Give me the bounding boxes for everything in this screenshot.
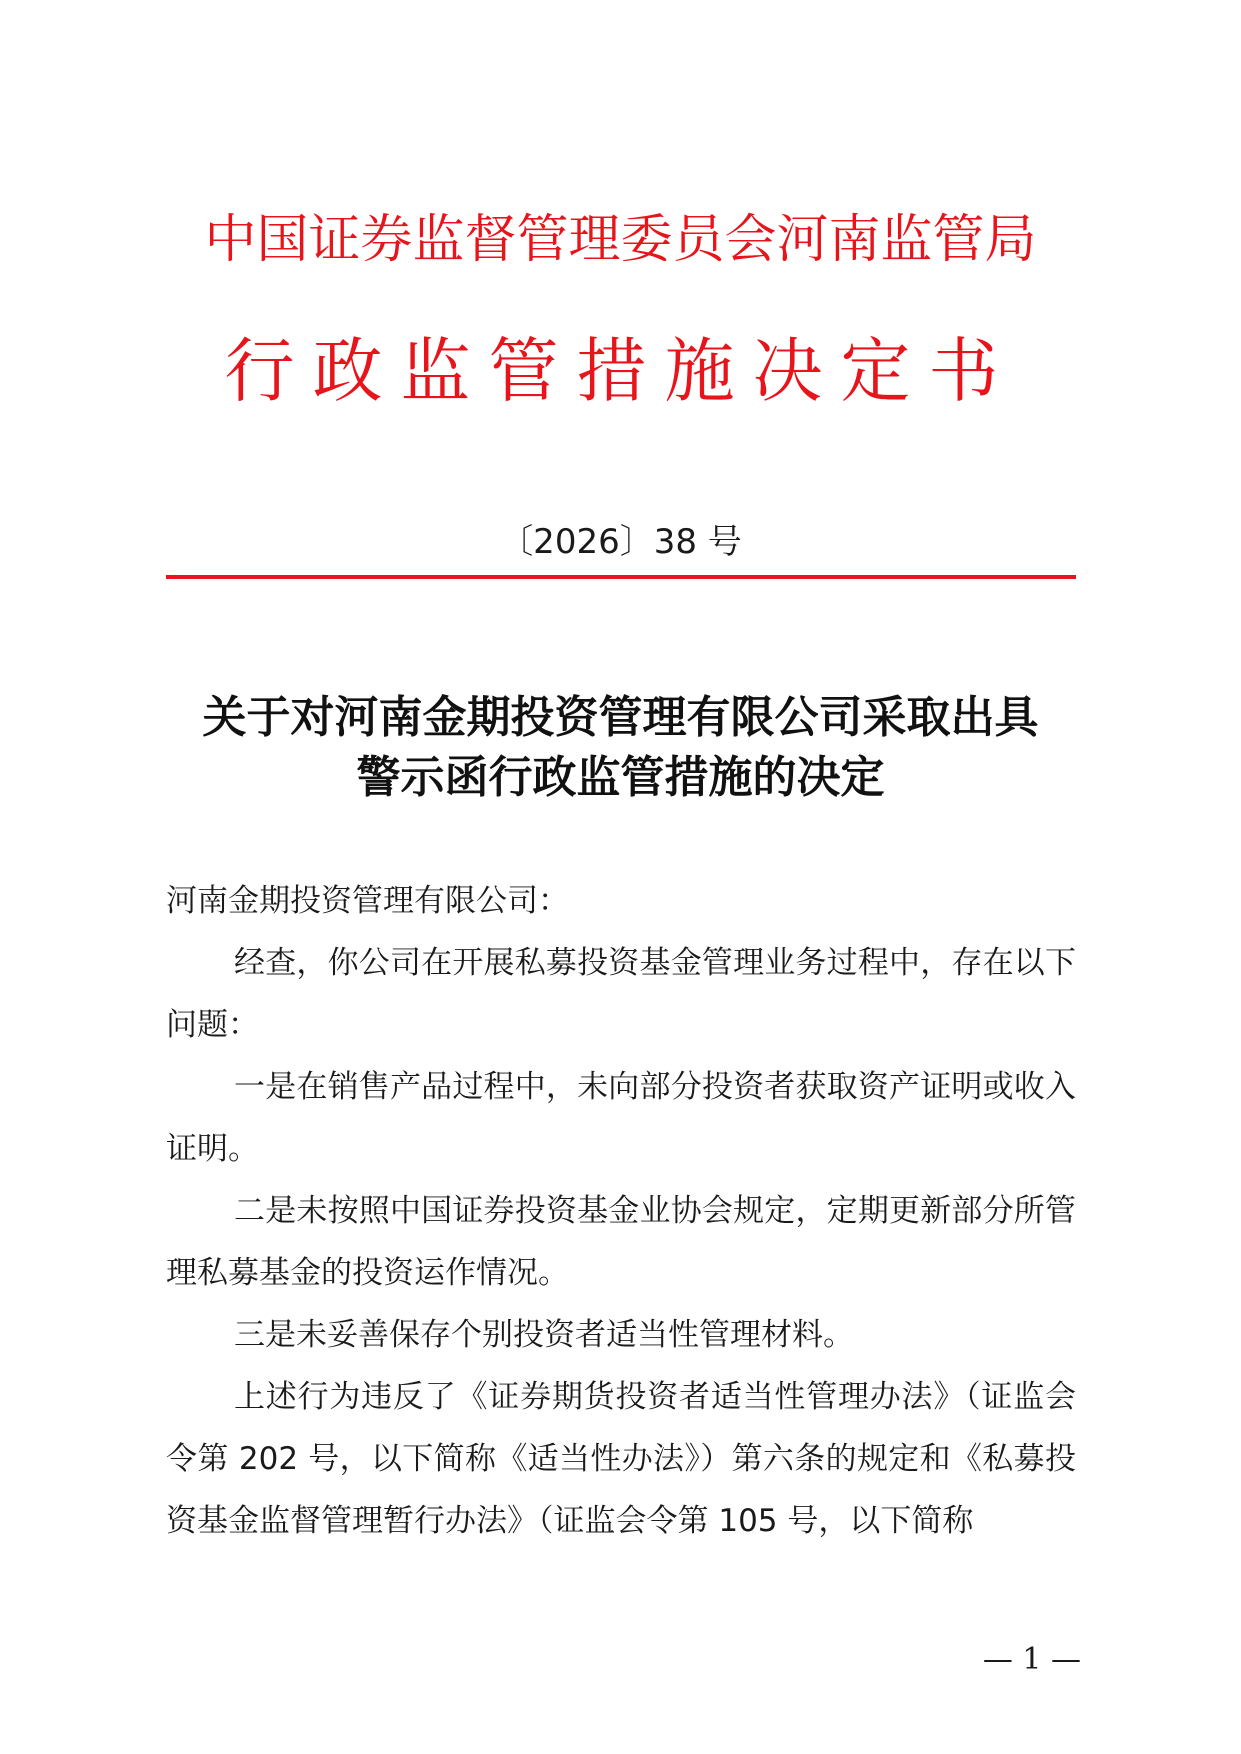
decision-title <box>160 688 1081 808</box>
body-paragraph: 二是未按照中国证券投资基金业协会规定，定期更新部分所管理私募基金的投资运作情况。 <box>166 1193 1076 1291</box>
body-paragraph: 三是未妥善保存个别投资者适当性管理材料。 <box>234 1317 854 1353</box>
decision-title-line-2: 警示函行政监管措施的决定 <box>356 752 885 803</box>
addressee: 河南金期投资管理有限公司： <box>166 883 569 919</box>
body-paragraph: 经查，你公司在开展私募投资基金管理业务过程中，存在以下问题： <box>166 945 1076 1043</box>
issuing-organization: 中国证券监督管理委员会河南监管局 <box>204 210 1037 270</box>
document-number: 〔2026〕38 号 <box>499 522 742 562</box>
red-divider-line <box>166 575 1076 579</box>
decision-title-line-1: 关于对河南金期投资管理有限公司采取出具 <box>202 692 1039 743</box>
body-paragraph: 一是在销售产品过程中，未向部分投资者获取资产证明或收入证明。 <box>166 1069 1076 1167</box>
document-body <box>166 870 1076 1552</box>
page-number: — 1 — <box>982 1642 1081 1677</box>
document-type-heading: 行政监管措施决定书 <box>224 330 1017 412</box>
body-paragraph: 上述行为违反了《证券期货投资者适当性管理办法》（证监会令第 202 号，以下简称《适当性办法》）第六条的规定和《私募投资基金监督管理暂行办法》（证监会令第 105 号，以下简称 <box>166 1379 1076 1539</box>
